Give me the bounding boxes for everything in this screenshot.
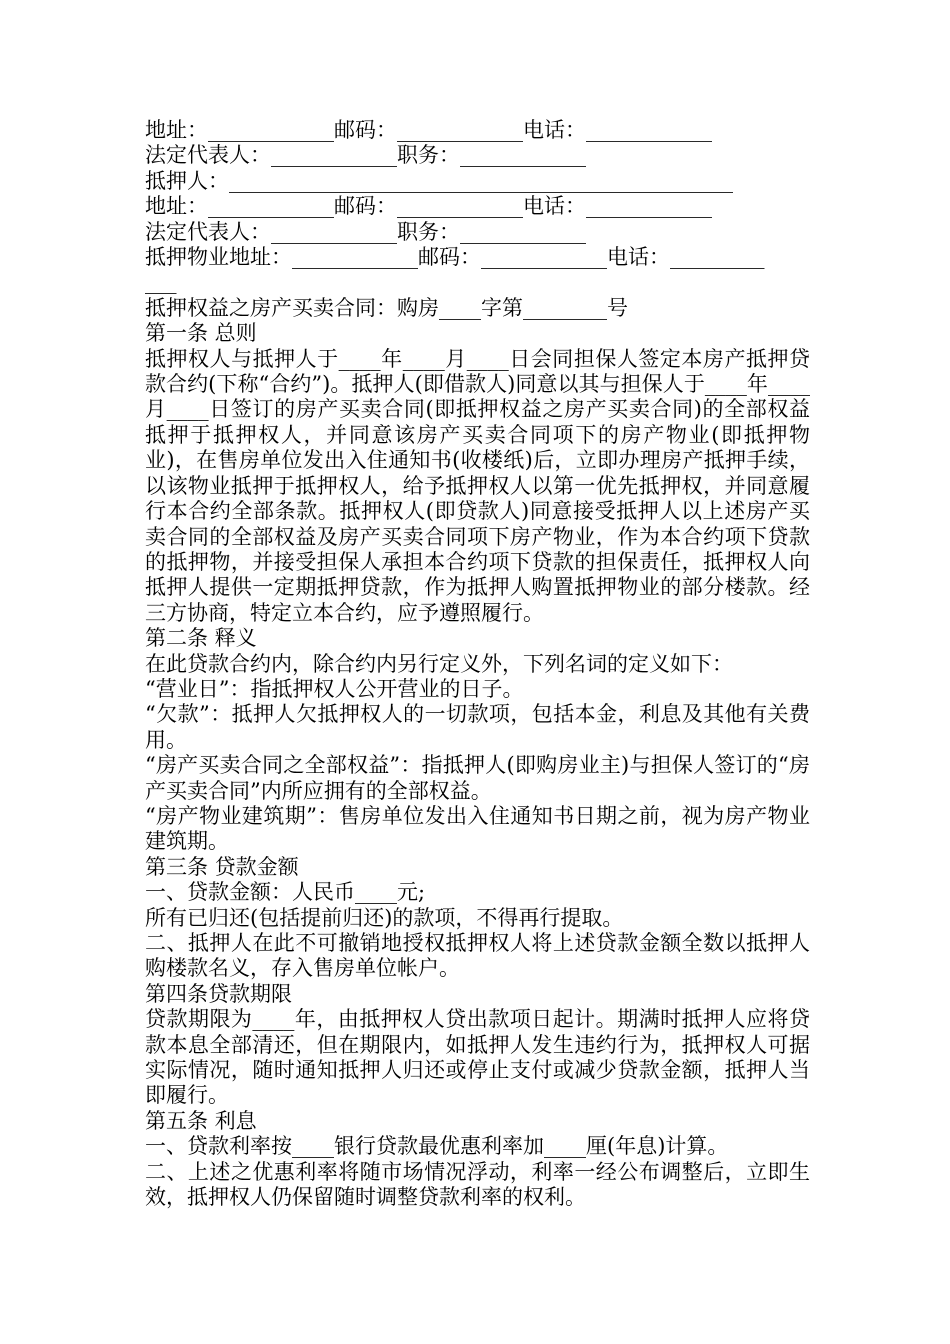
mortgagee-representative-line: 法定代表人：____________职务：____________ xyxy=(145,143,586,168)
contract-body xyxy=(145,296,810,1211)
article-5-heading: 第五条 利息 xyxy=(145,1108,257,1133)
authorization-clause: 二、抵押人在此不可撤销地授权抵押权人将上述贷款金额全数以抵押人购楼款名义，存入售房单位帐户。 xyxy=(145,931,810,981)
property-address-line-continued: ___ xyxy=(145,270,177,295)
mortgagee-address-line: 地址：____________邮码：____________电话：____________ xyxy=(145,118,712,142)
article-1-heading: 第一条 总则 xyxy=(145,321,257,346)
article-1-paragraph: 抵押权人与抵押人于____年____月____日会同担保人签定本房产抵押贷款合约(下称“合约”)。抵押人(即借款人)同意以其与担保人于____年____月____日签订的房产买卖合同(即抵押权益之房产买卖合同)的全部权益抵押于抵押权人，并同意该房产买卖合同项下的房产物业(即抵押物业)，在售房单位发出入住通知书(收楼纸)后，立即办理房产抵押手续，以该物业抵押于抵押权人，给予抵押权人以第一优先抵押权，并同意履行本合约全部条款。抵押权人(即贷款人)同意接受抵押人以上述房产买卖合同的全部权益及房产买卖合同项下房产物业，作为本合约项下贷款的抵押物，并接受担保人承担本合约项下贷款的担保责任，抵押权人向抵押人提供一定期抵押贷款，作为抵押人购置抵押物业的部分楼款。经三方协商，特定立本合约，应予遵照履行。 xyxy=(145,346,810,625)
definition-debt: “欠款”：抵押人欠抵押权人的一切款项，包括本金，利息及其他有关费用。 xyxy=(145,702,810,752)
definition-business-day: “营业日”：指抵押权人公开营业的日子。 xyxy=(145,676,524,701)
loan-term-paragraph: 贷款期限为____年，由抵押权人贷出款项日起计。期满时抵押人应将贷款本息全部清还，但在期限内，如抵押人发生违约行为，抵押权人可据实际情况，随时通知抵押人归还或停止支付或减少贷款金额，抵押人当即履行。 xyxy=(145,1007,810,1108)
article-2-intro: 在此贷款合约内，除合约内另行定义外，下列名词的定义如下： xyxy=(145,651,733,676)
loan-amount-clause: 一、贷款金额：人民币____元; xyxy=(145,880,426,905)
property-address-line: 抵押物业地址：____________邮码：____________电话：_________ xyxy=(145,245,765,270)
article-3-heading: 第三条 贷款金额 xyxy=(145,854,299,879)
interest-rate-clause: 一、贷款利率按____银行贷款最优惠利率加____厘(年息)计算。 xyxy=(145,1134,729,1159)
repaid-funds-clause: 所有已归还(包括提前归还)的款项，不得再行提取。 xyxy=(145,905,624,930)
mortgagor-line: 抵押人：________________________________________________ xyxy=(145,168,733,193)
party-info-block xyxy=(145,118,810,296)
article-2-heading: 第二条 释义 xyxy=(145,626,257,651)
article-4-heading: 第四条贷款期限 xyxy=(145,981,292,1006)
rate-adjustment-clause: 二、上述之优惠利率将随市场情况浮动，利率一经公布调整后，立即生效，抵押权人仍保留随时调整贷款利率的权利。 xyxy=(145,1159,810,1210)
definition-contract-rights: “房产买卖合同之全部权益”：指抵押人(即购房业主)与担保人签订的“房产买卖合同”内所应拥有的全部权益。 xyxy=(145,753,810,803)
mortgagor-representative-line: 法定代表人：____________职务：____________ xyxy=(145,219,586,244)
definition-construction-period: “房产物业建筑期”：售房单位发出入住通知书日期之前，视为房产物业建筑期。 xyxy=(145,803,810,854)
mortgagor-address-line: 地址：____________邮码：____________电话：____________ xyxy=(145,194,712,219)
purchase-contract-reference: 抵押权益之房产买卖合同：购房____字第________号 xyxy=(145,295,628,320)
